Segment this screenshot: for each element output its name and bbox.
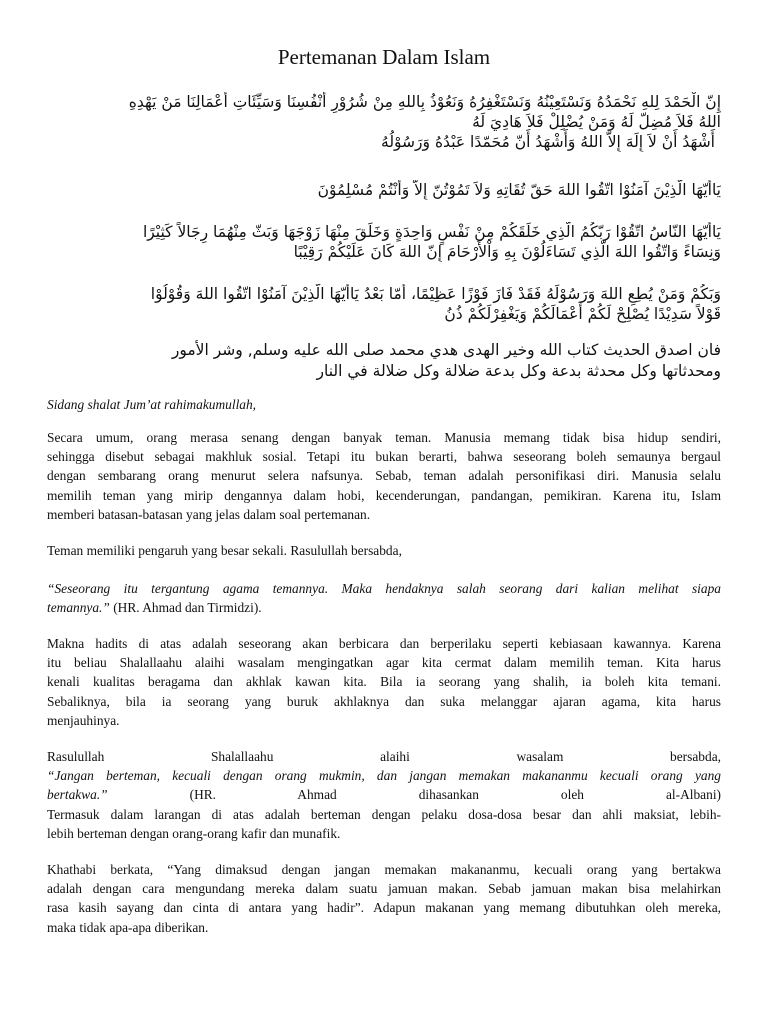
paragraph-4 [47, 747, 721, 843]
arabic-verse-3-line-2: قَوْلاً سَدِيْدًا يُصْلِحْ لَكُمْ أَعْمَالَكُمْ وَيَغْفِرْلَكُمْ ذُنُ [444, 305, 721, 323]
arabic-verse-2-line-2: وَنِسَاءً وَاتّقُوا اللهَ الّذِي تَسَاءَلُوْنَ بِهِ وَاْلأَرْحَامَ إِنّ اللهَ كَانَ عَلَيْكُمْ رَقِيْبًا [293, 243, 721, 261]
hadith-quote-2-end: bertakwa.” [47, 787, 108, 803]
word: al-Albani) [665, 787, 721, 803]
word: alaihi [380, 749, 410, 764]
paragraph-1 [47, 428, 721, 524]
document-title: Pertemanan Dalam Islam [277, 45, 491, 69]
arabic-verse-2-line-1: يَاأَيّهَا النّاسُ اتّقُوْا رَبّكُمُ الّذِي خَلَقَكُمْ مِنْ نَفْسٍ وَاحِدَةٍ وَخَلَقَ مِنْهَا زَوْجَهَا وَبَثّ مِنْهُمَا رِجَالاً كَثِيْرًا [142, 223, 721, 241]
word: Rasulullah [47, 749, 105, 764]
paragraph-3-line: kenali kualitas beragama dan akhlak kawan kita. Bila ia seorang yang shalih, ia boleh kita temani. [47, 674, 721, 690]
paragraph-1-line: Secara umum, orang merasa senang dengan banyak teman. Manusia memang tidak bisa hidup sendiri, [47, 430, 721, 445]
word: Ahmad [297, 787, 337, 803]
paragraph-3-line: Makna hadits di atas adalah seseorang akan berbicara dan berperilaku seperti kebiasaan kawannya. Karena [47, 636, 721, 651]
paragraph-5-line: adalah dengan cara mengundang mereka dalam suatu jamuan makan. Sebab jamuan makan bisa melahirkan [47, 881, 721, 897]
paragraph-1-line: memberi batasan-batasan yang jelas dalam soal pertemanan. [47, 506, 371, 522]
hadith-quote-1-text: “Seseorang itu tergantung agama temannya. Maka hendaknya salah seorang dari kalian melihat siapa [47, 581, 721, 596]
arabic-verse-3-line-1: وَبَكُمْ وَمَنْ يُطِعِ اللهَ وَرَسُوْلَهُ فَقَدْ فَازَ فَوْزًا عَظِيْمًا، أَمّا بَعْدُ يَاأَيّهَا الّذِيْنَ آمَنُوْا اتّقُوا اللهَ وَقُوْلُوْا [150, 285, 721, 303]
paragraph-4-line [47, 766, 721, 785]
word: bersabda, [670, 749, 721, 764]
word: oleh [560, 787, 584, 803]
paragraph-4-line [47, 785, 721, 804]
paragraph-4-line: lebih berteman dengan orang-orang kafir dan munafik. [47, 825, 341, 841]
word: dihasankan [418, 787, 479, 803]
greeting-text: Sidang shalat Jum’at rahimakumullah, [47, 397, 257, 412]
paragraph-4-line: Termasuk dalam larangan di atas adalah berteman dengan pelaku dosa-dosa besar dan ahli maksiat, lebih- [47, 806, 721, 822]
hadith-quote-1-line [47, 579, 721, 598]
hadith-quote-1 [47, 579, 721, 617]
arabic-verse-1 [47, 180, 721, 200]
paragraph-3 [47, 634, 721, 730]
arabic-verse-1-line: يَاأَيّهَا الّذِيْنَ آمَنُوْا اتّقُوا اللهَ حَقّ تُقَاتِهِ وَلاَ تَمُوْتُنّ إِلاّ وَأَنْتُمْ مُسْلِمُوْنَ [317, 181, 721, 199]
arabic-closing-line-2: ومحدثاتها وكل محدثة بدعة وكل بدعة ضلالة وكل ضلالة في النار [316, 362, 721, 380]
paragraph-2-line: Teman memiliki pengaruh yang besar sekali. Rasulullah bersabda, [47, 543, 402, 558]
paragraph-1-line: sehingga disebut sebagai makhluk sosial. Tetapi itu bukan berarti, bahwa seseorang boleh semaunya bergaul [47, 449, 721, 465]
paragraph-1-line: dengan sembarang orang menurut selera nafsunya. Sebab, teman adalah personifikasi diri. Manusia selalu [47, 468, 721, 484]
paragraph-3-line: Sebaliknya, bila ia seorang yang buruk akhlaknya dan suka melanggar ajaran agama, kita harus [47, 693, 721, 709]
arabic-verse-2 [47, 222, 721, 262]
arabic-opening-line-2: اللهُ فَلاَ مُضِلّ لَهُ وَمَنْ يُضْلِلْ فَلاَ هَادِيَ لَهُ [472, 113, 721, 131]
arabic-verse-3 [47, 284, 721, 324]
arabic-opening-line-3: أَشْهَدُ أَنْ لاَ إِلَهَ إِلاّ اللهُ وَأَشْهَدُ أَنّ مُحَمّدًا عَبْدُهُ وَرَسُوْلُهُ [381, 133, 715, 151]
paragraph-2 [47, 541, 721, 560]
paragraph-4-line [47, 747, 721, 766]
paragraph-1-line: memilih teman yang mirip dengannya dalam hobi, kecenderungan, pandangan, pemikiran. Karena itu, Islam [47, 487, 721, 503]
greeting [47, 395, 721, 414]
hadith-quote-1-text-end: temannya.” [47, 600, 110, 616]
paragraph-5-line: Khathabi berkata, “Yang dimaksud dengan jangan memakan makananmu, kecuali orang yang bertakwa [47, 862, 721, 877]
paragraph-3-line: menjauhinya. [47, 712, 120, 728]
arabic-closing-line-1: فان اصدق الحديث كتاب الله وخير الهدى هدي محمد صلى الله عليه وسلم, وشر الأمور [171, 341, 721, 359]
hadith-quote-1-source: (HR. Ahmad dan Tirmidzi). [109, 600, 262, 616]
arabic-opening-line-1: إِنّ الْحَمْدَ لِلهِ نَحْمَدُهُ وَنَسْتَعِيْنُهُ وَنَسْتَغْفِرُهُ وَنَعُوْذُ بِاللهِ مِنْ شُرُوْرِ أَنْفُسِنَا وَسَيِّئَاتِ أَعْمَالِنَا مَنْ يَهْدِهِ [128, 93, 721, 111]
word: Shalallaahu [210, 749, 274, 764]
word: wasalam [516, 749, 564, 764]
word: (HR. [189, 787, 217, 803]
paragraph-5 [47, 860, 721, 937]
hadith-quote-2-text: “Jangan berteman, kecuali dengan orang mukmin, dan jangan memakan makananmu kecuali orang yang [47, 768, 721, 784]
arabic-opening [47, 92, 721, 152]
paragraph-3-line: itu beliau Shalallaahu alaihi wasalam mengingatkan agar kita cermat dalam memilih teman. Kita harus [47, 655, 721, 671]
arabic-closing [47, 340, 721, 382]
paragraph-5-line: maka tidak apa-apa diberikan. [47, 919, 209, 935]
hadith-quote-1-line [47, 598, 721, 617]
paragraph-5-line: rasa kasih sayang dan cinta di antara yang hadir”. Adapun makanan yang memang dibutuhkan oleh mereka, [47, 900, 721, 916]
